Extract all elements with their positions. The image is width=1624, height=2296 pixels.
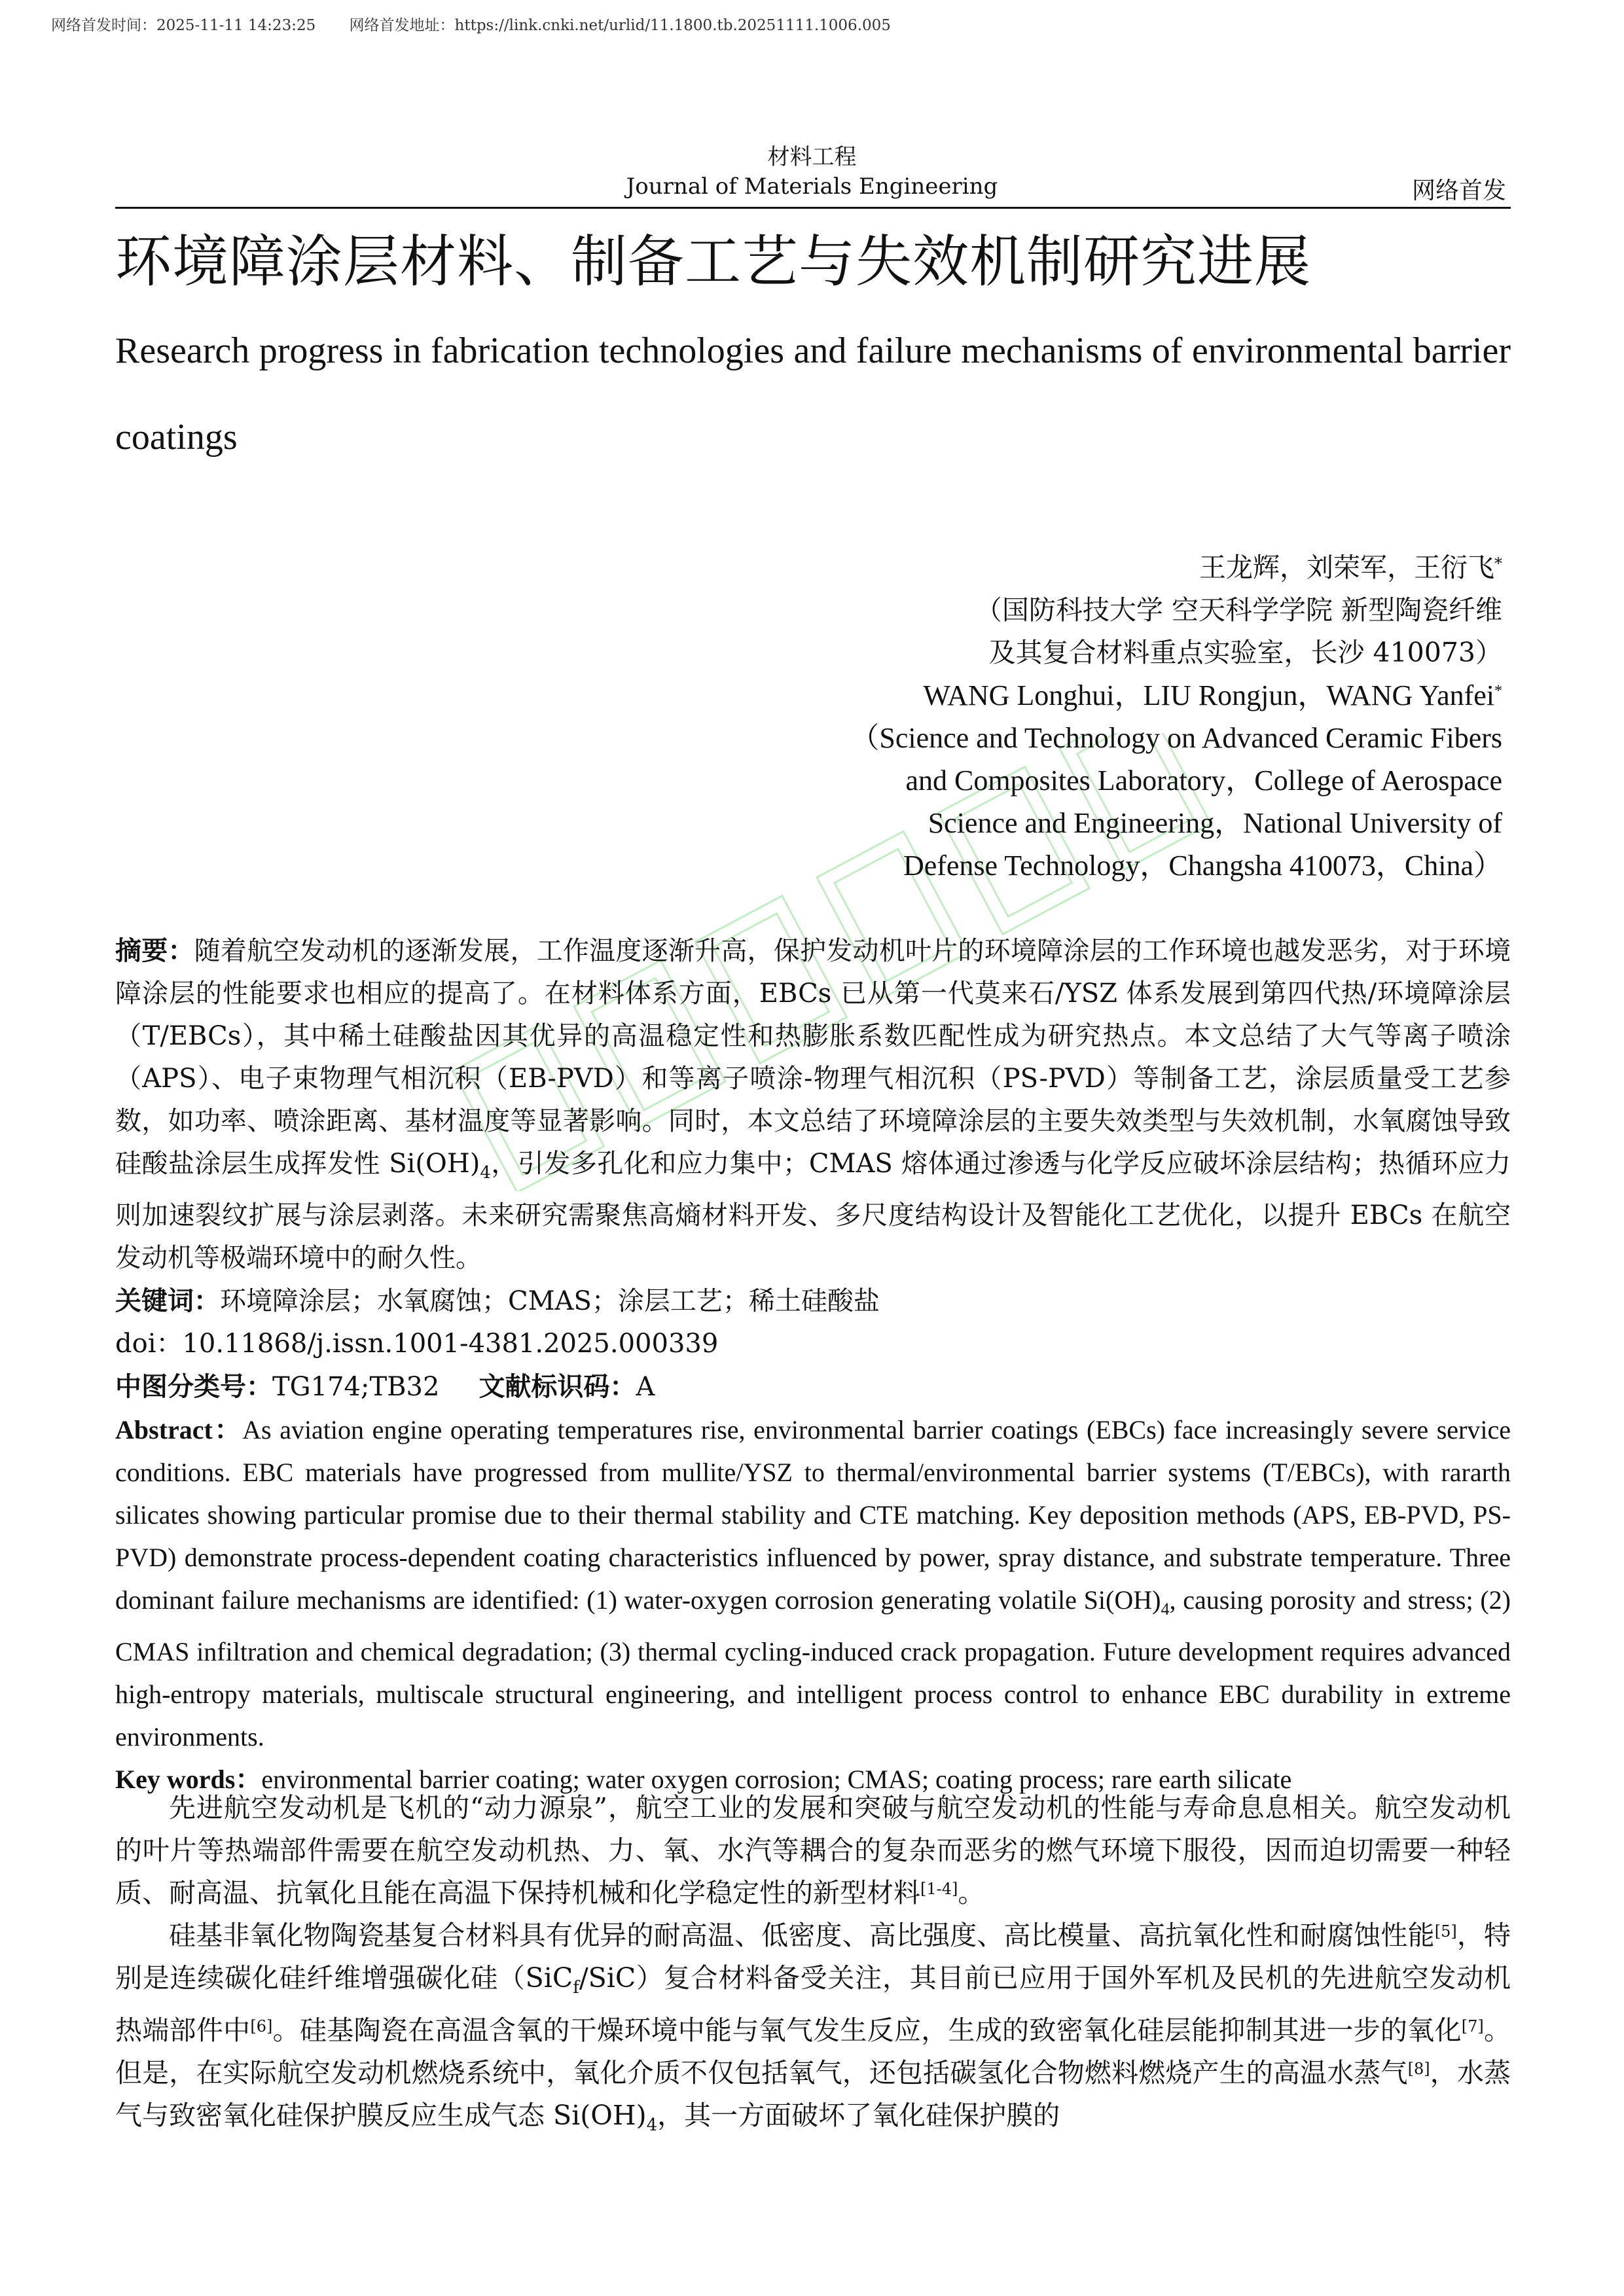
doc-code-label: 文献标识码： [478,1371,636,1402]
p2-d: 。硅基陶瓷在高温含氧的干燥环境中能与氧气发生反应，生成的致密氧化硅层能抑制其进一步的氧化 [272,2015,1462,2047]
authors-cn [651,547,1502,589]
affiliation-cn-line-1: （国防科技大学 空天科学学院 新型陶瓷纤维 [975,594,1502,626]
publish-time: 网络首发时间：2025-11-11 14:23:25 [51,17,316,34]
authors-en-names: WANG Longhui，LIU Rongjun，WANG Yanfei [923,679,1494,711]
doc-code-value: A [636,1372,655,1402]
abstract-cn-sub: 4 [480,1163,491,1183]
p2-c: /SiC）复合材料备受关注，其目前已应用于国外军机及民机的先进航空发动机热端部件中 [115,1962,1511,2047]
abstract-cn-text-2: ，引发多孔化和应力集中；CMAS 熔体通过渗透与化学反应破坏涂层结构；热循环应力则加速裂纹扩展与涂层剥落。未来研究需聚焦高熵材料开发、多尺度结构设计及智能化工艺优化，以提升 EBCs 在航空发动机等极端环境中的耐久性。 [115,1149,1511,1273]
p1-end: 。 [958,1877,985,1909]
online-first-label: 网络首发 [1411,177,1506,204]
abstract-section [115,929,1511,1801]
p2-b: ，特别是连续碳化硅纤维增强碳化硅（SiC [115,1920,1511,1994]
authors-cn-names: 王龙辉，刘荣军，王衍飞 [1199,552,1494,583]
p2-f: ，水蒸气与致密氧化硅保护膜反应生成气态 Si(OH) [115,2057,1511,2132]
keywords-cn-text: 环境障涂层；水氧腐蚀；CMAS；涂层工艺；稀土硅酸盐 [220,1286,880,1316]
citation[interactable]: [5] [1434,1922,1457,1941]
paper-title-cn: 环境障涂层材料、制备工艺与失效机制研究进展 [115,229,1311,295]
affiliation-cn-line-2: 及其复合材料重点实验室，长沙 410073） [988,637,1502,668]
affiliation-en-line-1: （Science and Technology on Advanced Ceramic Fibers [850,722,1502,754]
corresponding-mark: * [1494,554,1502,573]
header-divider [115,207,1511,209]
abstract-en-text-1: As aviation engine operating temperatures rise, environmental barrier coatings (EBCs) face increasingly severe service conditions. EBC materials have progressed from mullite/YSZ to thermal/environmental barrier systems (T/EBCs), with rararth silicates showing particular promise due to their thermal stability and CTE matching. Key deposition methods (APS, EB-PVD, PS-PVD) demonstrate process-dependent coating characteristics influenced by power, spray distance, and substrate temperature. Three dominant failure mechanisms are identified: (1) water-oxygen corrosion generating volatile Si(OH) [115,1415,1511,1615]
journal-name-cn: 材料工程 [767,144,857,170]
citation[interactable]: [1-4] [920,1880,958,1898]
body-paragraph-2 [115,1914,1511,2147]
keywords-cn-label: 关键词： [115,1285,220,1316]
abstract-cn [115,929,1511,1280]
body-paragraph-1 [115,1787,1511,1914]
abstract-en [115,1408,1511,1758]
keywords-cn [115,1280,1511,1323]
affiliation-en-line-3: Science and Engineering，National University of [928,807,1502,839]
abstract-cn-text-1: 随着航空发动机的逐渐发展，工作温度逐渐升高，保护发动机叶片的环境障涂层的工作环境也越发恶劣，对于环境障涂层的性能要求也相应的提高了。在材料体系方面，EBCs 已从第一代莫来石/YSZ 体系发展到第四代热/环境障涂层（T/EBCs），其中稀土硅酸盐因其优异的高温稳定性和热膨胀系数匹配性成为研究热点。本文总结了大气等离子喷涂（APS）、电子束物理气相沉积（EB-PVD）和等离子喷涂-物理气相沉积（PS-PVD）等制备工艺，涂层质量受工艺参数，如功率、喷涂距离、基材温度等显著影响。同时，本文总结了环境障涂层的主要失效类型与失效机制，水氧腐蚀导致硅酸盐涂层生成挥发性 Si(OH) [115,936,1511,1179]
p2-g: ，其一方面破坏了氧化硅保护膜的 [657,2100,1060,2132]
abstract-en-label: Abstract： [115,1415,243,1444]
author-block [651,547,1502,887]
p2-sub-4: 4 [646,2115,658,2136]
corresponding-mark-en: * [1494,683,1502,700]
publish-url[interactable]: 网络首发地址：https://link.cnki.net/urlid/11.1800.tb.20251111.1006.005 [349,17,891,34]
abstract-en-sub: 4 [1161,1600,1170,1619]
authors-en [651,674,1502,717]
affiliation-en-line-4: Defense Technology，Changsha 410073，China） [903,850,1502,882]
p2-e: 。但是，在实际航空发动机燃烧系统中，氧化介质不仅包括氧气，还包括碳氢化合物燃料燃烧产生的高温水蒸气 [115,2015,1511,2089]
citation[interactable]: [6] [250,2017,273,2036]
abstract-en-text-2: , causing porosity and stress; (2) CMAS infiltration and chemical degradation; (3) thermal cycling-induced crack propagation. Future development requires advanced high-entropy materials, multiscale structural engineering, and intelligent process control to enhance EBC durability in extreme environments. [115,1585,1511,1751]
publication-info-line [51,13,920,35]
citation[interactable]: [8] [1407,2060,1430,2079]
paper-title-en: Research progress in fabrication technologies and failure mechanisms of environmental barrier coatings [115,331,1511,457]
classification-value: TG174;TB32 [272,1372,440,1402]
p2-sub-f: f [573,1978,579,1998]
keywords-en-label: Key words： [115,1765,262,1794]
doi-text[interactable]: doi：10.11868/j.issn.1001-4381.2025.000339 [115,1329,719,1359]
body-section [115,1787,1511,2147]
affiliation-en-line-2: and Composites Laboratory，College of Aerospace [905,764,1502,797]
keywords-en-text: environmental barrier coating; water oxygen corrosion; CMAS; coating process; rare earth silicate [261,1765,1292,1794]
journal-name-en: Journal of Materials Engineering [626,173,998,200]
p2-a: 硅基非氧化物陶瓷基复合材料具有优异的耐高温、低密度、高比强度、高比模量、高抗氧化性和耐腐蚀性能 [169,1920,1435,1951]
classification-label: 中图分类号： [115,1371,272,1402]
p1-text: 先进航空发动机是飞机的“动力源泉”，航空工业的发展和突破与航空发动机的性能与寿命息息相关。航空发动机的叶片等热端部件需要在航空发动机热、力、氧、水汽等耦合的复杂而恶劣的燃气环境下服役，因而迫切需要一种轻质、耐高温、抗氧化且能在高温下保持机械和化学稳定性的新型材料 [115,1792,1511,1909]
citation[interactable]: [7] [1461,2017,1484,2036]
doi-line [115,1323,1511,1365]
classification-line [115,1365,1511,1408]
abstract-cn-label: 摘要： [115,935,194,966]
